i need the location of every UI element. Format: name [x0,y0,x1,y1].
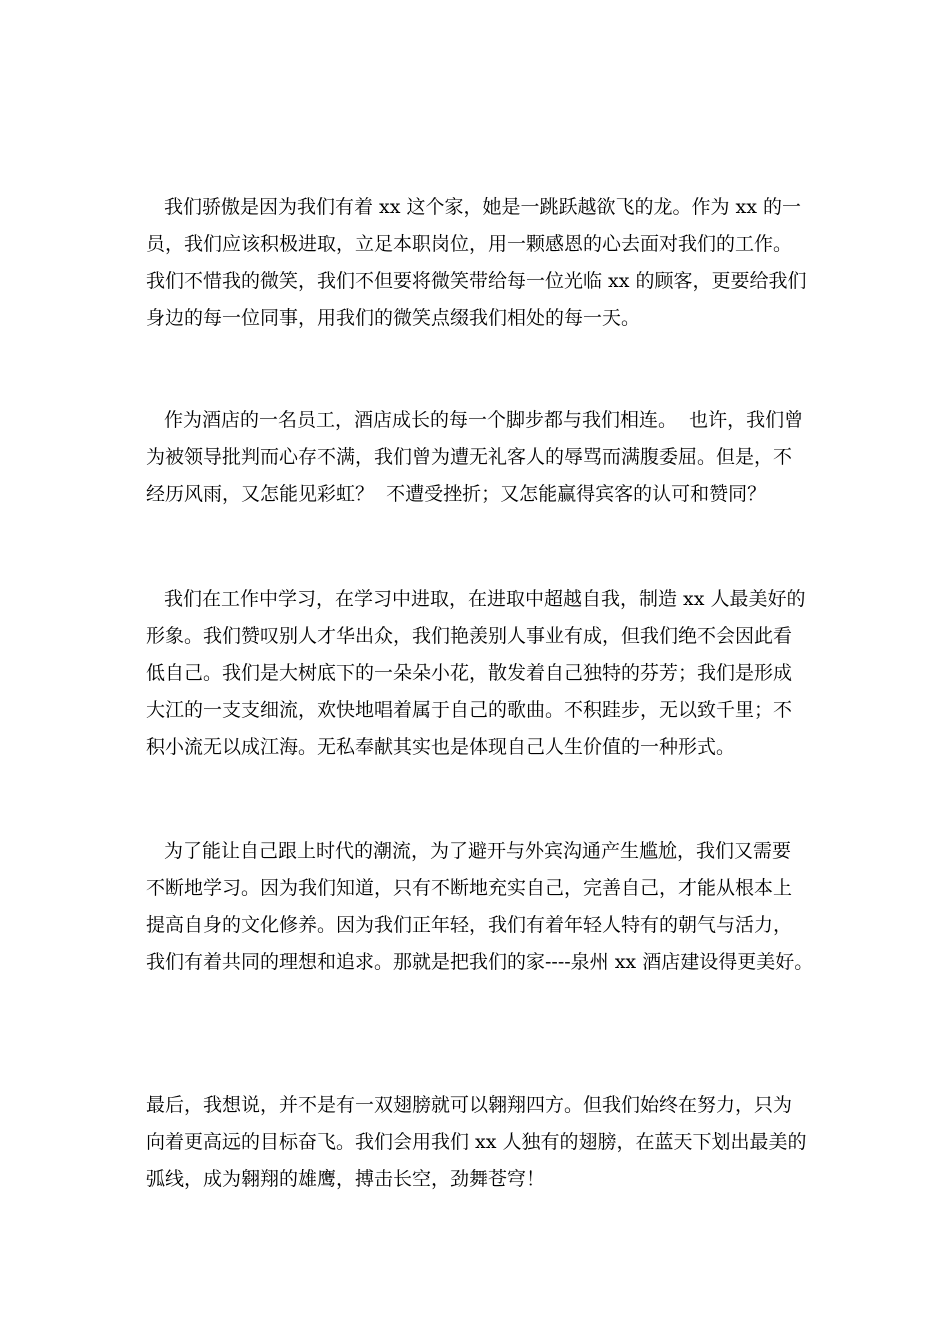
paragraph-line: 积小流无以成江海。无私奉献其实也是体现自己人生价值的一种形式。 [146,736,736,758]
paragraph-line: 低自己。我们是大树底下的一朵朵小花，散发着自己独特的芬芳；我们是形成 [146,662,793,684]
paragraph-line: 我们在工作中学习，在学习中进取，在进取中超越自我，制造 xx 人最美好的 [164,588,806,610]
paragraph-line: 员，我们应该积极进取，立足本职岗位，用一颗感恩的心去面对我们的工作。 [146,233,793,255]
paragraph-line: 为被领导批判而心存不满，我们曾为遭无礼客人的辱骂而满腹委屈。但是，不 [146,446,793,468]
paragraph-line: 为了能让自己跟上时代的潮流，为了避开与外宾沟通产生尴尬，我们又需要 [164,840,792,862]
paragraph-2 [146,402,826,513]
paragraph-line: 身边的每一位同事，用我们的微笑点缀我们相处的每一天。 [146,307,641,329]
paragraph-line: 形象。我们赞叹别人才华出众，我们艳羡别人事业有成，但我们绝不会因此看 [146,625,793,647]
paragraph-line: 弧线，成为翱翔的雄鹰，搏击长空，劲舞苍穹！ [146,1168,546,1190]
paragraph-line: 作为酒店的一名员工，酒店成长的每一个脚步都与我们相连。 也许，我们曾 [164,409,804,431]
paragraph-1 [146,189,826,337]
paragraph-5 [146,1087,826,1198]
paragraph-line: 大江的一支支细流，欢快地唱着属于自己的歌曲。不积跬步，无以致千里；不 [146,699,793,721]
paragraph-line: 我们不惜我的微笑，我们不但要将微笑带给每一位光临 xx 的顾客，更要给我们 [146,270,807,292]
paragraph-line: 提高自身的文化修养。因为我们正年轻，我们有着年轻人特有的朝气与活力， [146,914,793,936]
paragraph-line: 我们有着共同的理想和追求。那就是把我们的家----泉州 xx 酒店建设得更美好。 [146,951,814,973]
paragraph-line: 经历风雨，又怎能见彩虹？ 不遭受挫折；又怎能赢得宾客的认可和赞同？ [146,483,767,505]
paragraph-4 [146,833,826,981]
paragraph-line: 向着更高远的目标奋飞。我们会用我们 xx 人独有的翅膀，在蓝天下划出最美的 [146,1131,807,1153]
paragraph-line: 不断地学习。因为我们知道，只有不断地充实自己，完善自己，才能从根本上 [146,877,793,899]
paragraph-3 [146,581,826,766]
paragraph-line: 最后，我想说，并不是有一双翅膀就可以翱翔四方。但我们始终在努力，只为 [146,1094,793,1116]
paragraph-line: 我们骄傲是因为我们有着 xx 这个家，她是一跳跃越欲飞的龙。作为 xx 的一 [164,196,802,218]
